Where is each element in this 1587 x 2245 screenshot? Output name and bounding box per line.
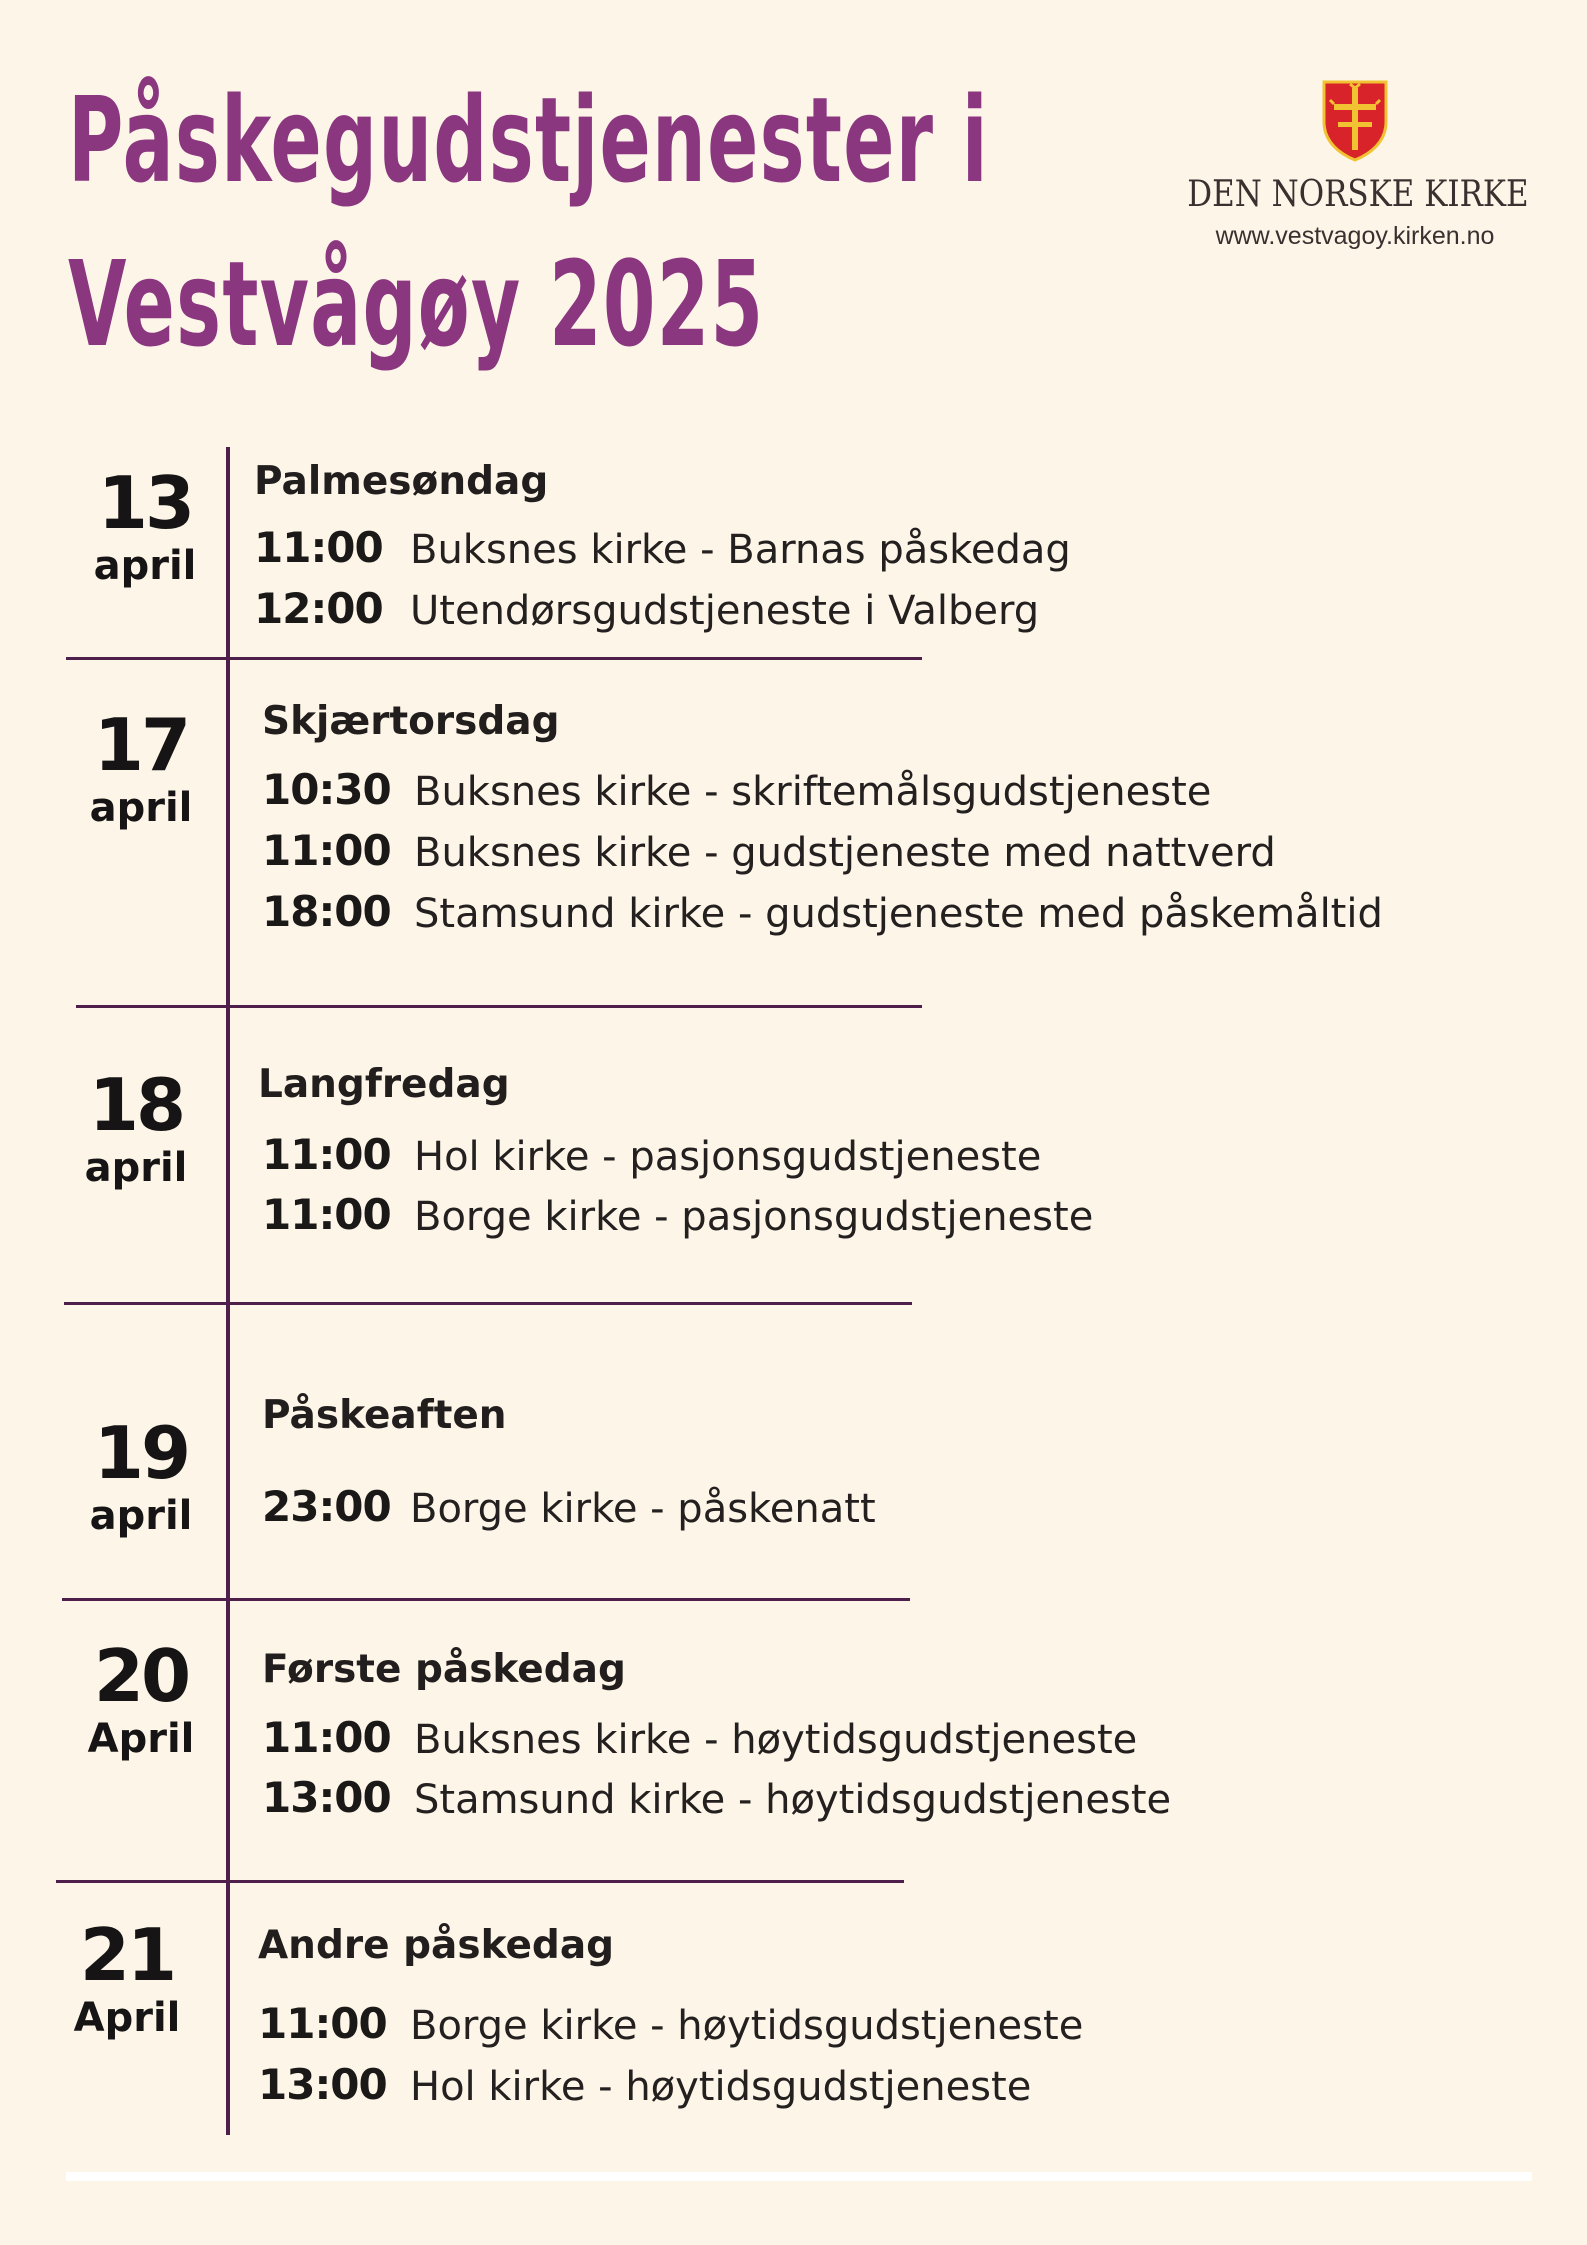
footer-line (66, 2172, 1532, 2181)
event-description: Buksnes kirke - skriftemålsgudstjeneste (414, 769, 1212, 815)
day-title: Påskeaften (262, 1393, 507, 1438)
date-block (70, 463, 220, 589)
day-section (262, 698, 560, 746)
date-month: April (87, 1716, 195, 1762)
event-time: 23:00 (262, 1482, 391, 1531)
title-line-2: Vestvågøy 2025 (68, 235, 765, 373)
day-section (262, 1392, 507, 1440)
event-time: 11:00 (262, 1713, 391, 1762)
day-title: Skjærtorsdag (262, 699, 560, 744)
website-link[interactable]: www.vestvagoy.kirken.no (1215, 222, 1495, 250)
church-cross-shield-icon (1320, 78, 1390, 162)
date-block (66, 1636, 216, 1762)
event-description: Hol kirke - høytidsgudstjeneste (410, 2064, 1032, 2110)
date-month: april (89, 785, 193, 831)
event-time: 11:00 (258, 1999, 387, 2048)
church-name: DEN NORSKE KIRKE (1187, 174, 1529, 215)
row-divider (62, 1598, 910, 1601)
row-divider (66, 657, 922, 660)
row-divider (76, 1005, 922, 1008)
event-description: Buksnes kirke - Barnas påskedag (410, 527, 1071, 573)
event-description: Borge kirke - påskenatt (410, 1486, 876, 1532)
event-description: Borge kirke - pasjonsgudstjeneste (414, 1194, 1094, 1240)
event-description: Hol kirke - pasjonsgudstjeneste (414, 1134, 1042, 1180)
day-title: Palmesøndag (254, 459, 549, 504)
day-title: Langfredag (258, 1062, 510, 1107)
event-time: 13:00 (262, 1773, 391, 1822)
day-title: Andre påskedag (258, 1923, 615, 1968)
event-time: 12:00 (254, 584, 383, 633)
row-divider (56, 1880, 904, 1883)
date-day: 20 (93, 1634, 189, 1718)
title-line-1: Påskegudstjenester i (68, 71, 989, 209)
date-day: 21 (79, 1913, 175, 1997)
date-block (66, 705, 216, 831)
day-section (254, 458, 548, 506)
event-description: Utendørsgudstjeneste i Valberg (410, 588, 1040, 634)
event-description: Buksnes kirke - gudstjeneste med nattverd (414, 830, 1276, 876)
date-block (61, 1065, 211, 1191)
date-day: 13 (97, 461, 193, 545)
event-time: 13:00 (258, 2060, 387, 2109)
date-block (66, 1413, 216, 1539)
event-time: 11:00 (262, 1190, 391, 1239)
church-logo (1160, 78, 1550, 258)
event-description: Stamsund kirke - gudstjeneste med påskemåltid (414, 891, 1383, 937)
date-day: 19 (93, 1411, 189, 1495)
date-month: april (89, 1493, 193, 1539)
event-time: 11:00 (262, 826, 391, 875)
event-time: 10:30 (262, 765, 391, 814)
day-section (262, 1646, 626, 1694)
day-section (258, 1922, 614, 1970)
event-description: Borge kirke - høytidsgudstjeneste (410, 2003, 1084, 2049)
date-day: 17 (93, 703, 189, 787)
date-month: April (73, 1995, 181, 2041)
event-time: 11:00 (262, 1130, 391, 1179)
date-month: april (93, 543, 197, 589)
event-description: Buksnes kirke - høytidsgudstjeneste (414, 1717, 1138, 1763)
event-time: 18:00 (262, 887, 391, 936)
event-time: 11:00 (254, 523, 383, 572)
row-divider (64, 1302, 912, 1305)
date-block (52, 1915, 202, 2041)
day-title: Første påskedag (262, 1647, 626, 1692)
page-title (68, 58, 989, 386)
day-section (258, 1061, 510, 1109)
date-day: 18 (88, 1063, 184, 1147)
date-month: april (84, 1145, 188, 1191)
event-description: Stamsund kirke - høytidsgudstjeneste (414, 1777, 1172, 1823)
